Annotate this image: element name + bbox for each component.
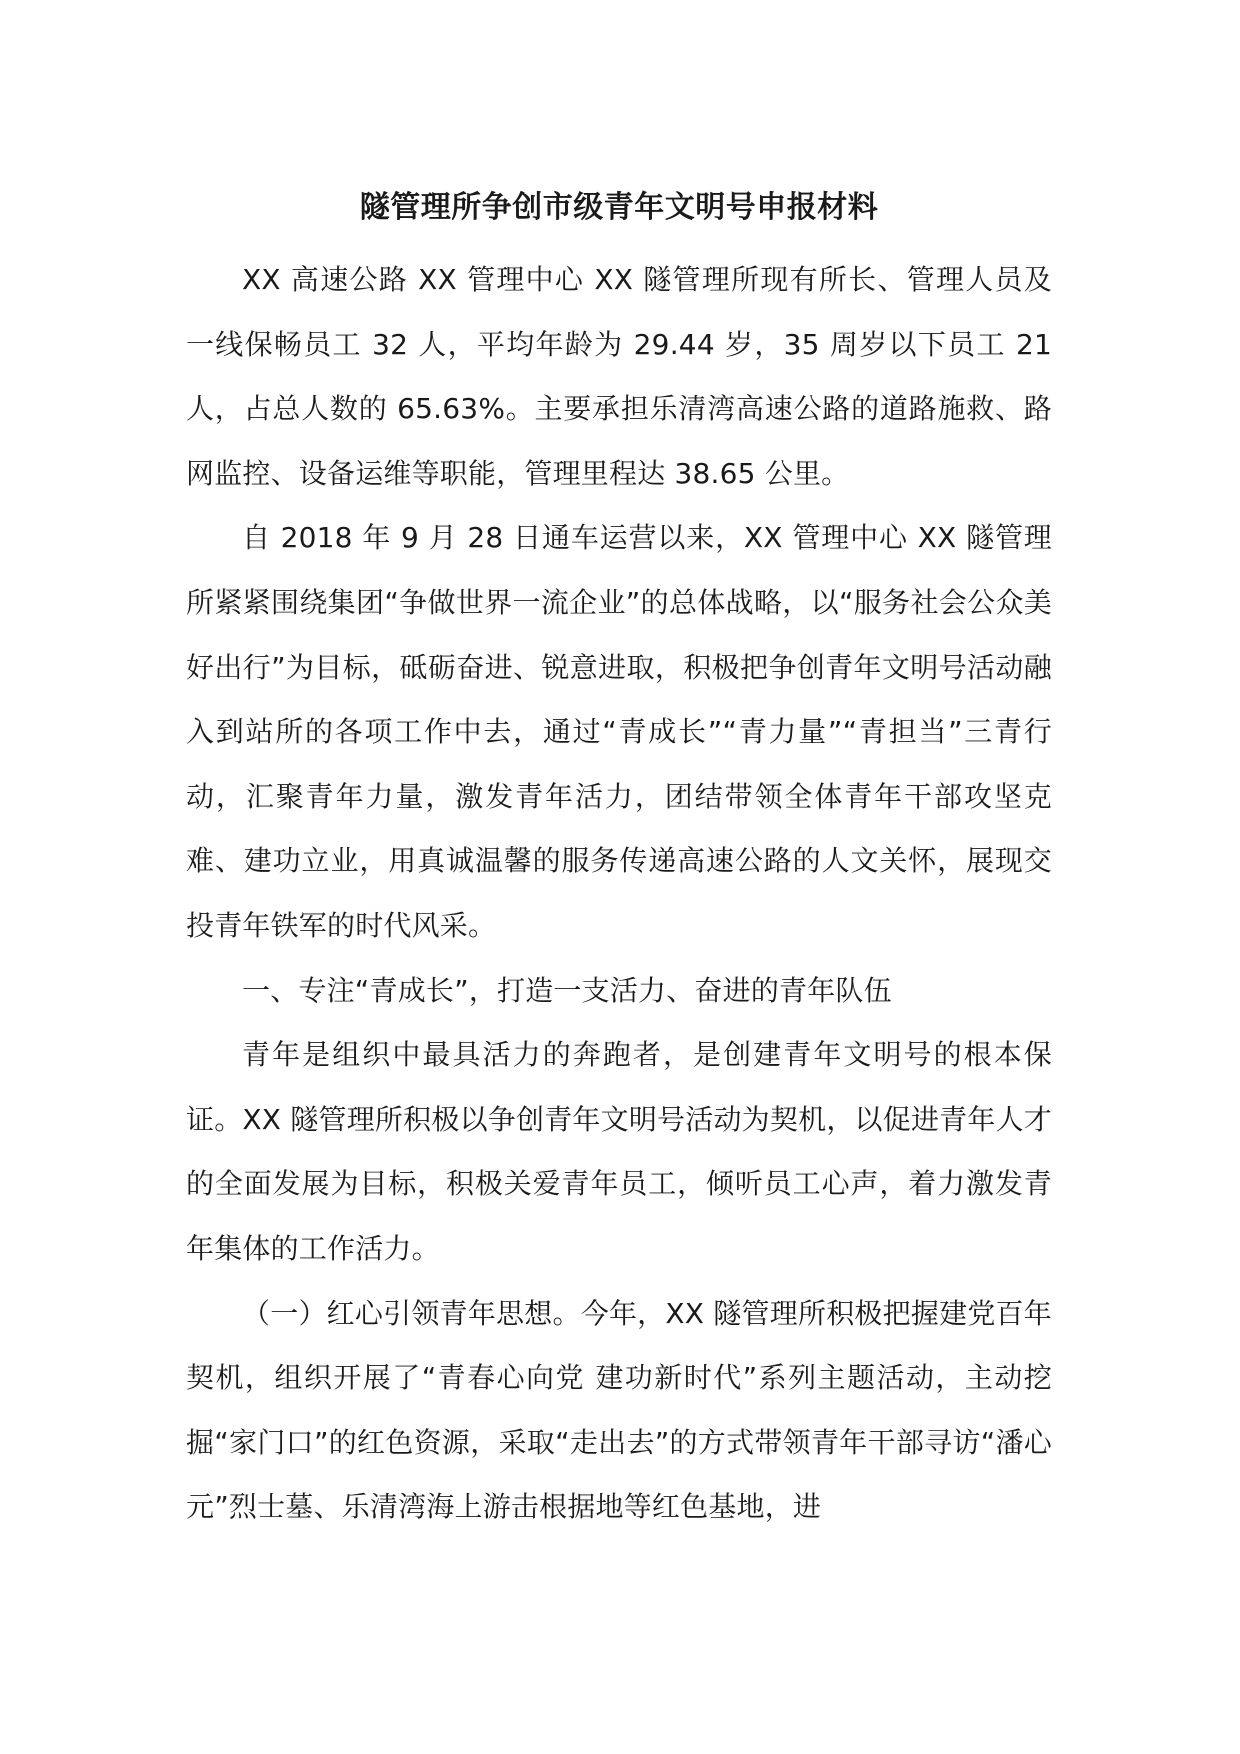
paragraph-subsection-1: （一）红心引领青年思想。今年，XX 隧管理所积极把握建党百年契机，组织开展了“青春心向党 建功新时代”系列主题活动，主动挖掘“家门口”的红色资源，采取“走出去”的方式带领青年干部寻访“潘心元”烈士墓、乐清湾海上游击根据地等红色基地，进 [186,1296,1052,1524]
paragraph-section-1-intro: 青年是组织中最具活力的奔跑者，是创建青年文明号的根本保证。XX 隧管理所积极以争创青年文明号活动为契机，以促进青年人才的全面发展为目标，积极关爱青年员工，倾听员工心声，着力激发青年集体的工作活力。 [186,1038,1052,1265]
paragraph-intro: XX 高速公路 XX 管理中心 XX 隧管理所现有所长、管理人员及一线保畅员工 32 人，平均年龄为 29.44 岁，35 周岁以下员工 21 人，占总人数的 65.63%。主要承担乐清湾高速公路的道路施救、路网监控、设备运维等职能，管理里程达 38.65 公里。 [186,263,1052,490]
paragraph-background: 自 2018 年 9 月 28 日通车运营以来，XX 管理中心 XX 隧管理所紧紧围绕集团“争做世界一流企业”的总体战略，以“服务社会公众美好出行”为目标，砥砺奋进、锐意进取，积极把争创青年文明号活动融入到站所的各项工作中去，通过“青成长”“青力量”“青担当”三青行动，汇聚青年力量，激发青年活力，团结带领全体青年干部攻坚克难、建功立业，用真诚温馨的服务传递高速公路的人文关怀，展现交投青年铁军的时代风采。 [186,521,1052,942]
document-body [186,248,1052,1540]
document-title: 隧管理所争创市级青年文明号申报材料 [359,190,879,225]
section-heading-1: 一、专注“青成长”，打造一支活力、奋进的青年队伍 [242,973,892,1007]
